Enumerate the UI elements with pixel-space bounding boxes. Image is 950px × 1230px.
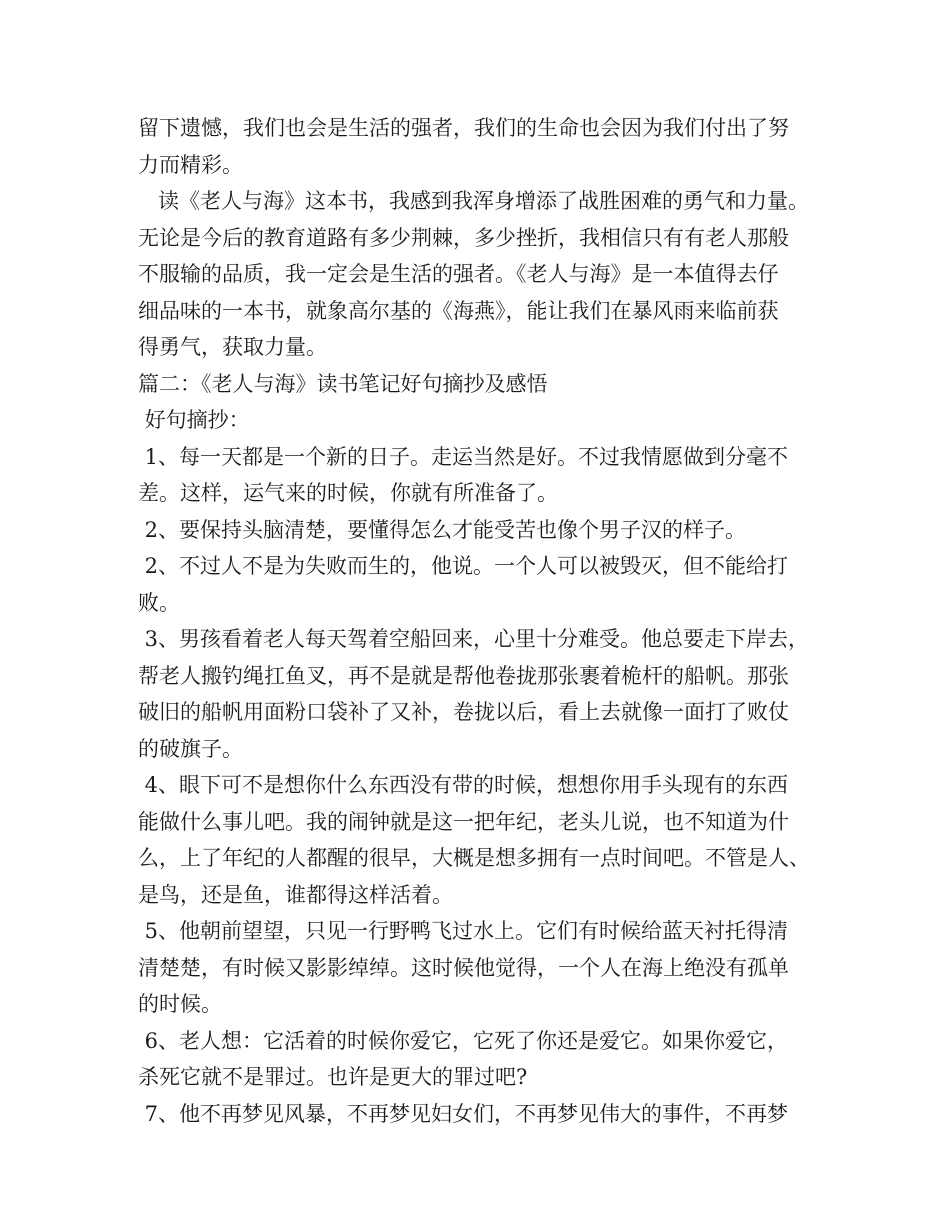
text-line: 读《老人与海》这本书，我感到我浑身增添了战胜困难的勇气和力量。 [138, 189, 810, 213]
list-item: 6、老人想：它活着的时候你爱它，它死了你还是爱它。如果你爱它， [138, 1028, 789, 1053]
text-line: 帮老人搬钓绳扛鱼叉，再不是就是帮他卷拢那张裹着桅杆的船帆。那张 [138, 663, 789, 688]
text-line: 破旧的船帆用面粉口袋补了又补，卷拢以后，看上去就像一面打了败仗 [138, 700, 789, 724]
document-body [138, 110, 838, 1132]
text-line: 是鸟，还是鱼，谁都得这样活着。 [138, 882, 453, 907]
section-heading: 篇二：《老人与海》读书笔记好句摘抄及感悟 [138, 371, 548, 396]
text-line: 无论是今后的教育道路有多少荆棘，多少挫折，我相信只有有老人那般 [138, 225, 789, 250]
text-line: 能做什么事儿吧。我的闹钟就是这一把年纪，老头儿说，也不知道为什 [138, 809, 789, 834]
text-line: 差。这样，运气来的时候，你就有所准备了。 [138, 481, 558, 505]
text-line: 细品味的一本书，就象高尔基的《海燕》，能让我们在暴风雨来临前获 [138, 298, 779, 323]
text-line: 力而精彩。 [138, 152, 243, 177]
list-item: 2、不过人不是为失败而生的，他说。一个人可以被毁灭，但不能给打 [138, 554, 789, 578]
text-line: 的时候。 [138, 992, 222, 1016]
text-line: 留下遗憾，我们也会是生活的强者，我们的生命也会因为我们付出了努 [138, 116, 789, 140]
text-line: 清楚楚，有时候又影影绰绰。这时候他觉得，一个人在海上绝没有孤单 [138, 955, 789, 980]
list-item: 7、他不再梦见风暴，不再梦见妇女们，不再梦见伟大的事件，不再梦 [138, 1101, 789, 1126]
list-item: 2、要保持头脑清楚，要懂得怎么才能受苦也像个男子汉的样子。 [138, 517, 747, 542]
list-item: 3、男孩看着老人每天驾着空船回来，心里十分难受。他总要走下岸去， [138, 627, 810, 651]
list-item: 1、每一天都是一个新的日子。走运当然是好。不过我情愿做到分毫不 [138, 444, 789, 469]
text-line: 么，上了年纪的人都醒的很早，大概是想多拥有一点时间吧。不管是人、 [138, 846, 810, 870]
subheading: 好句摘抄： [138, 408, 250, 432]
list-item: 4、眼下可不是想你什么东西没有带的时候，想想你用手头现有的东西 [138, 773, 789, 797]
text-line: 得勇气，获取力量。 [138, 335, 327, 359]
text-line: 不服输的品质，我一定会是生活的强者。《老人与海》是一本值得去仔 [138, 262, 779, 286]
text-line: 的破旗子。 [138, 736, 243, 761]
text-line: 杀死它就不是罪过。也许是更大的罪过吧? [138, 1065, 528, 1089]
text-line: 败。 [138, 590, 180, 615]
list-item: 5、他朝前望望，只见一行野鸭飞过水上。它们有时候给蓝天衬托得清 [138, 919, 789, 943]
